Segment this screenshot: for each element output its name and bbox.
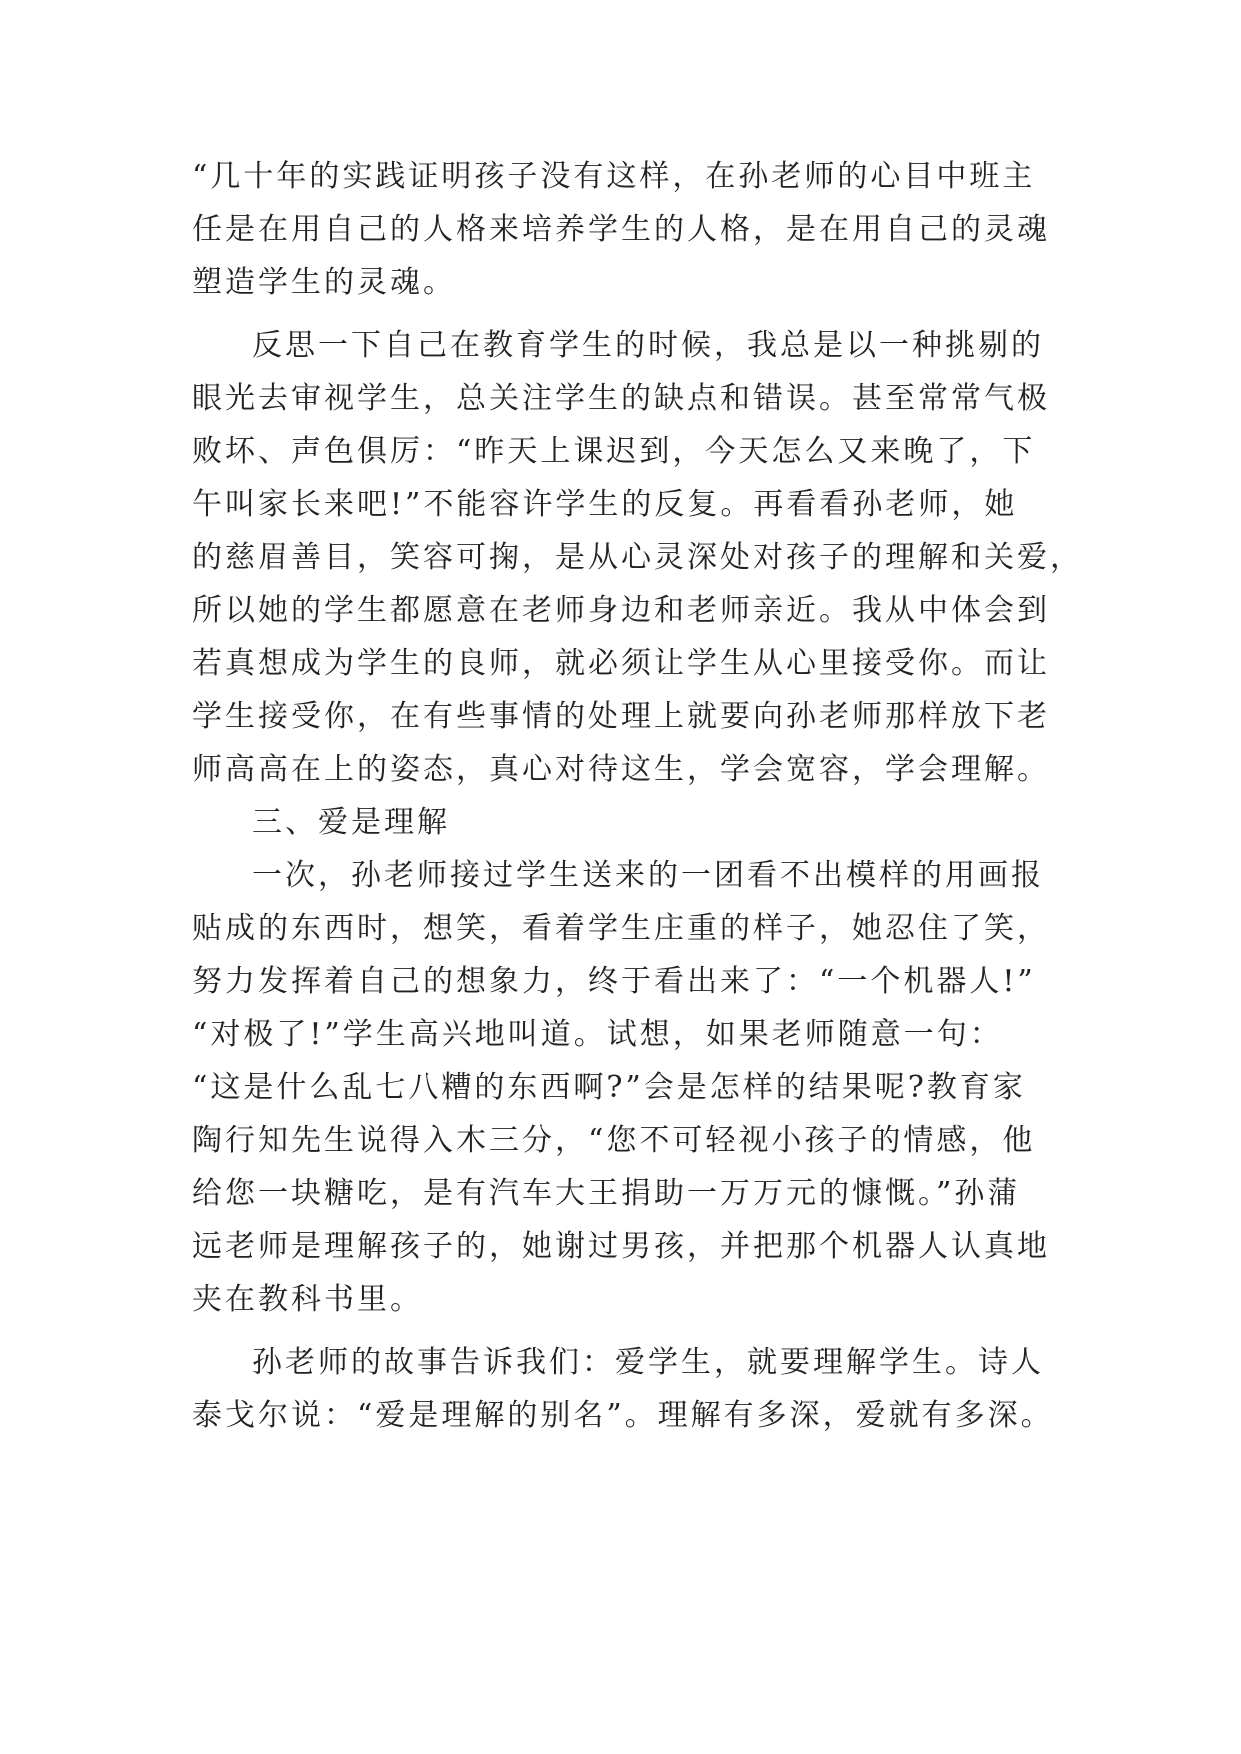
text-line: “几十年的实践证明孩子没有这样，在孙老师的心目中班主 — [192, 159, 1036, 194]
section-heading: 三、爱是理解 — [252, 805, 450, 840]
text-line: 陶行知先生说得入木三分，“您不可轻视小孩子的情感，他 — [192, 1123, 1036, 1158]
text-line: 孙老师的故事告诉我们：爱学生，就要理解学生。诗人 — [252, 1345, 1044, 1380]
text-line: 给您一块糖吃，是有汽车大王捐助一万万元的慷慨。”孙蒲 — [192, 1176, 1021, 1211]
text-line: 塑造学生的灵魂。 — [192, 265, 456, 300]
text-line: 努力发挥着自己的想象力，终于看出来了：“一个机器人!” — [192, 964, 1036, 999]
text-line: 所以她的学生都愿意在老师身边和老师亲近。我从中体会到 — [192, 593, 1050, 628]
text-line: 任是在用自己的人格来培养学生的人格，是在用自己的灵魂 — [192, 212, 1050, 247]
document-body — [192, 150, 1083, 1442]
text-line: 学生接受你，在有些事情的处理上就要向孙老师那样放下老 — [192, 699, 1050, 734]
text-line: 若真想成为学生的良师，就必须让学生从心里接受你。而让 — [192, 646, 1050, 681]
text-line: 反思一下自己在教育学生的时候，我总是以一种挑剔的 — [252, 328, 1044, 363]
text-line: 一次，孙老师接过学生送来的一团看不出模样的用画报 — [252, 858, 1044, 893]
text-line: 师高高在上的姿态，真心对待这生，学会宽容，学会理解。 — [192, 752, 1050, 787]
text-line: 午叫家长来吧!”不能容许学生的反复。再看看孙老师，她 — [192, 487, 1018, 522]
text-line: 败坏、声色俱厉：“昨天上课迟到，今天怎么又来晚了，下 — [192, 434, 1036, 469]
text-line: “对极了!”学生高兴地叫道。试想，如果老师随意一句： — [192, 1017, 1003, 1052]
text-line: 泰戈尔说：“爱是理解的别名”。理解有多深，爱就有多深。 — [192, 1398, 1054, 1433]
text-line: 夹在教科书里。 — [192, 1282, 423, 1317]
text-line: “这是什么乱七八糟的东西啊?”会是怎样的结果呢?教育家 — [192, 1070, 1026, 1105]
text-line: 贴成的东西时，想笑，看着学生庄重的样子，她忍住了笑， — [192, 911, 1050, 946]
text-line: 的慈眉善目，笑容可掬，是从心灵深处对孩子的理解和关爱， — [192, 540, 1083, 575]
text-line: 眼光去审视学生，总关注学生的缺点和错误。甚至常常气极 — [192, 381, 1050, 416]
text-line: 远老师是理解孩子的，她谢过男孩，并把那个机器人认真地 — [192, 1229, 1050, 1264]
